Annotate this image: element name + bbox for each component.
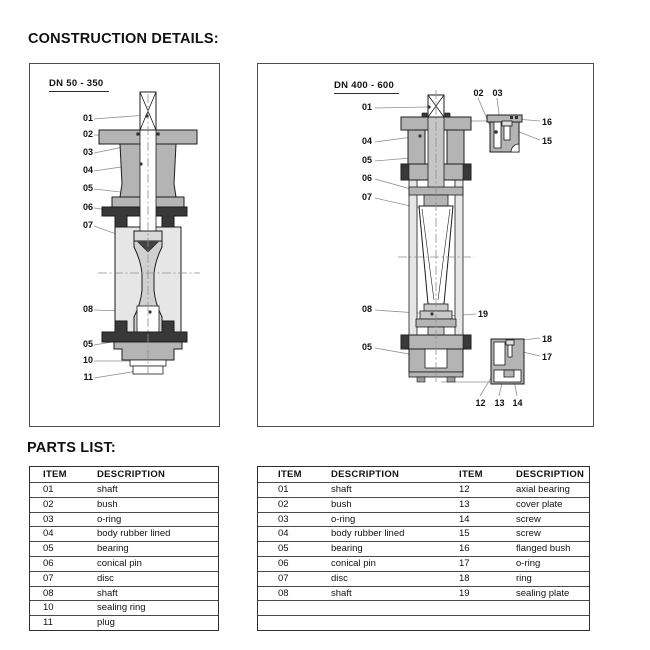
description-cell: sealing plate bbox=[516, 587, 570, 599]
table-row bbox=[30, 601, 218, 616]
description-cell bbox=[310, 616, 438, 630]
description-cell: conical pin bbox=[97, 557, 142, 569]
description-cell: conical pin bbox=[331, 557, 376, 569]
callout-17: 17 bbox=[542, 352, 553, 362]
table-row bbox=[258, 483, 589, 498]
callout-05-upper: 05 bbox=[361, 155, 372, 165]
item-cell: 18 bbox=[459, 572, 470, 584]
item-cell: 03 bbox=[278, 513, 289, 525]
item-cell bbox=[438, 616, 494, 630]
table-row bbox=[258, 498, 589, 513]
callout-01: 01 bbox=[361, 102, 372, 112]
callout-10: 10 bbox=[82, 355, 93, 365]
item-cell bbox=[258, 601, 310, 615]
item-cell: 05 bbox=[278, 543, 289, 555]
item-cell: 03 bbox=[43, 513, 54, 525]
column-header-description: DESCRIPTION bbox=[516, 469, 585, 480]
item-cell bbox=[438, 601, 494, 615]
range-label-dn50-350: DN 50 - 350 bbox=[49, 78, 109, 92]
callout-16: 16 bbox=[542, 117, 553, 127]
parts-table-left bbox=[29, 466, 219, 631]
valve-section-drawing-dn50-350 bbox=[30, 64, 219, 426]
description-cell: sealing ring bbox=[97, 602, 146, 614]
callout-07: 07 bbox=[361, 192, 372, 202]
callout-19: 19 bbox=[478, 309, 489, 319]
item-cell: 02 bbox=[43, 498, 54, 510]
table-row-empty bbox=[258, 601, 589, 616]
description-cell: flanged bush bbox=[516, 543, 571, 555]
description-cell: shaft bbox=[97, 587, 118, 599]
callout-08: 08 bbox=[361, 304, 372, 314]
description-cell: axial bearing bbox=[516, 484, 570, 495]
diagram-dn400-600 bbox=[257, 63, 594, 427]
range-label-dn400-600: DN 400 - 600 bbox=[334, 80, 399, 94]
column-header-description: DESCRIPTION bbox=[331, 469, 400, 480]
description-cell: shaft bbox=[97, 484, 118, 495]
callout-13: 13 bbox=[494, 398, 505, 408]
table-header-row bbox=[258, 467, 589, 483]
callout-05-upper: 05 bbox=[82, 183, 93, 193]
description-cell: disc bbox=[97, 572, 114, 584]
callout-02: 02 bbox=[82, 129, 93, 139]
table-row bbox=[258, 542, 589, 557]
table-row bbox=[30, 483, 218, 498]
item-cell: 15 bbox=[459, 528, 470, 540]
item-cell: 08 bbox=[278, 587, 289, 599]
table-row bbox=[258, 513, 589, 528]
item-cell: 04 bbox=[43, 528, 54, 540]
item-cell: 07 bbox=[43, 572, 54, 584]
item-cell: 06 bbox=[278, 557, 289, 569]
description-cell: body rubber lined bbox=[97, 528, 171, 540]
description-cell: body rubber lined bbox=[331, 528, 405, 540]
table-row bbox=[30, 572, 218, 587]
table-row-empty bbox=[258, 616, 589, 630]
item-cell: 08 bbox=[43, 587, 54, 599]
table-row bbox=[30, 616, 218, 630]
column-header-description: DESCRIPTION bbox=[97, 469, 166, 480]
callout-02: 02 bbox=[473, 88, 484, 98]
description-cell: shaft bbox=[331, 484, 352, 495]
description-cell bbox=[310, 601, 438, 615]
description-cell: plug bbox=[97, 617, 115, 629]
table-row bbox=[258, 572, 589, 587]
column-header-item: ITEM bbox=[459, 469, 483, 480]
item-cell: 16 bbox=[459, 543, 470, 555]
item-cell: 11 bbox=[43, 617, 53, 629]
callout-11: 11 bbox=[83, 372, 93, 382]
description-cell: shaft bbox=[331, 587, 352, 599]
callout-03: 03 bbox=[492, 88, 503, 98]
callout-15: 15 bbox=[542, 136, 553, 146]
item-cell: 12 bbox=[459, 484, 470, 495]
table-row bbox=[30, 498, 218, 513]
item-cell: 17 bbox=[459, 557, 470, 569]
table-row bbox=[258, 557, 589, 572]
description-cell: disc bbox=[331, 572, 348, 584]
description-cell: bush bbox=[97, 498, 118, 510]
item-cell: 14 bbox=[459, 513, 470, 525]
construction-details-title: CONSTRUCTION DETAILS: bbox=[28, 31, 219, 47]
callout-14: 14 bbox=[512, 398, 523, 408]
item-cell: 13 bbox=[459, 498, 470, 510]
column-header-item: ITEM bbox=[278, 469, 302, 480]
diagram-dn50-350 bbox=[29, 63, 220, 427]
callout-04: 04 bbox=[361, 136, 372, 146]
description-cell: o-ring bbox=[516, 557, 541, 569]
description-cell: ring bbox=[516, 572, 532, 584]
callout-04: 04 bbox=[82, 165, 93, 175]
table-row bbox=[258, 587, 589, 602]
description-cell: o-ring bbox=[97, 513, 122, 525]
description-cell: screw bbox=[516, 513, 541, 525]
item-cell: 05 bbox=[43, 543, 54, 555]
callout-06: 06 bbox=[361, 173, 372, 183]
table-row bbox=[30, 513, 218, 528]
table-row bbox=[30, 527, 218, 542]
column-header-item: ITEM bbox=[43, 469, 67, 480]
description-cell: bearing bbox=[97, 543, 129, 555]
item-cell: 02 bbox=[278, 498, 289, 510]
callout-18: 18 bbox=[542, 334, 553, 344]
callout-08: 08 bbox=[82, 304, 93, 314]
item-cell: 01 bbox=[278, 484, 289, 495]
callout-05-lower: 05 bbox=[361, 342, 372, 352]
item-cell: 19 bbox=[459, 587, 470, 599]
description-cell bbox=[494, 601, 589, 615]
description-cell: bearing bbox=[331, 543, 363, 555]
item-cell: 04 bbox=[278, 528, 289, 540]
callout-03: 03 bbox=[82, 147, 93, 157]
description-cell: screw bbox=[516, 528, 541, 540]
description-cell: bush bbox=[331, 498, 352, 510]
item-cell: 10 bbox=[43, 602, 54, 614]
table-row bbox=[30, 587, 218, 602]
callout-12: 12 bbox=[475, 398, 486, 408]
table-row bbox=[258, 527, 589, 542]
item-cell: 06 bbox=[43, 557, 54, 569]
description-cell: o-ring bbox=[331, 513, 356, 525]
table-header-row bbox=[30, 467, 218, 483]
description-cell: cover plate bbox=[516, 498, 563, 510]
callout-05-lower: 05 bbox=[82, 339, 93, 349]
table-row bbox=[30, 557, 218, 572]
item-cell: 07 bbox=[278, 572, 289, 584]
table-row bbox=[30, 542, 218, 557]
callout-06: 06 bbox=[82, 202, 93, 212]
item-cell bbox=[258, 616, 310, 630]
parts-table-right bbox=[257, 466, 590, 631]
callout-07: 07 bbox=[82, 220, 93, 230]
description-cell bbox=[494, 616, 589, 630]
parts-list-title: PARTS LIST: bbox=[27, 440, 116, 456]
callout-01: 01 bbox=[82, 113, 93, 123]
item-cell: 01 bbox=[43, 484, 54, 495]
